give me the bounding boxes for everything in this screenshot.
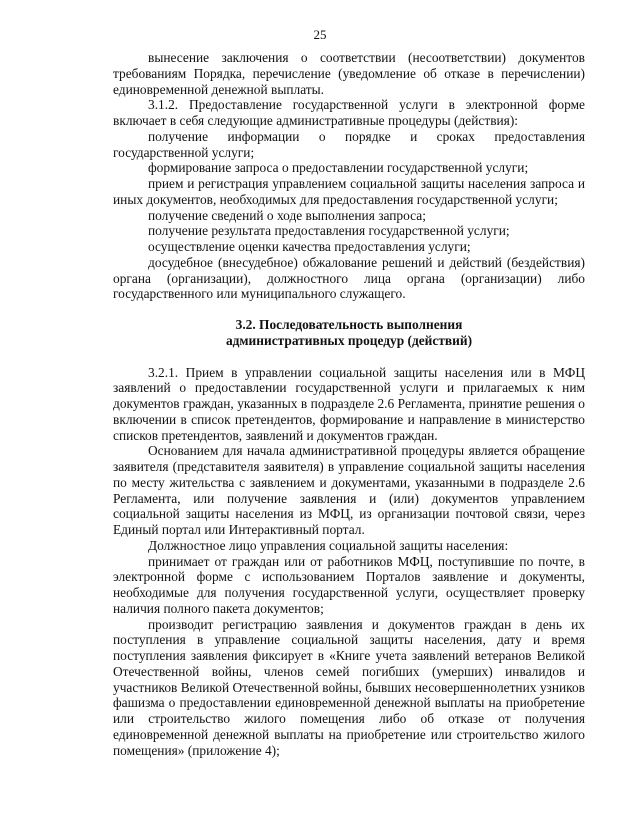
paragraph: Должностное лицо управления социальной защиты населения: bbox=[148, 537, 509, 553]
list-item: получение информации о порядке и сроках предоставления государственной услуги; bbox=[113, 128, 585, 160]
paragraph: вынесение заключения о соответствии (несоответствии) документов требованиям Порядка, перечисление (уведомление об отказе в перечислении) единовременной денежной выплаты. bbox=[113, 50, 585, 97]
section-heading bbox=[113, 317, 585, 349]
section-heading-line: административных процедур (действий) bbox=[225, 332, 473, 348]
list-item: принимает от граждан или от работников МФЦ, поступившие по почте, в электронной форме с использованием Порталов заявление и документы, необходимые для получения государственной услуги, осуществляет проверку наличия полного пакета документов; bbox=[113, 553, 585, 616]
list-item: формирование запроса о предоставлении государственной услуги; bbox=[148, 160, 529, 176]
page-number: 25 bbox=[313, 27, 327, 42]
list-item: получение сведений о ходе выполнения запроса; bbox=[148, 207, 426, 223]
list-item: получение результата предоставления государственной услуги; bbox=[148, 223, 510, 239]
list-item: прием и регистрация управлением социальной защиты населения запроса и иных документов, необходимых для предоставления государственной услуги; bbox=[113, 176, 585, 207]
paragraph: 3.2.1. Прием в управлении социальной защиты населения или в МФЦ заявлений о предоставлении государственной услуги и прилагаемых к ним документов граждан, указанных в подразделе 2.6 Регламента, принятие решения о включении в список претендентов, формирование и направление в министерство списков претендентов, заявлений и документов граждан. bbox=[113, 364, 585, 443]
paragraph: 3.1.2. Предоставление государственной услуги в электронной форме включает в себя следующие административные процедуры (действия): bbox=[113, 97, 585, 128]
section-heading-line: 3.2. Последовательность выполнения bbox=[235, 317, 463, 332]
list-item: досудебное (внесудебное) обжалование решений и действий (бездействия) органа (организации), должностного лица органа (организации) либо государственного или муниципального служащего. bbox=[113, 254, 585, 302]
list-item: производит регистрацию заявления и документов граждан в день их поступления в управление социальной защиты населения, дату и время поступления заявления фиксирует в «Книге учета заявлений ветеранов Великой Отечественной войны, членов семей погибших (умерших) инвалидов и участников Великой Отечественной войны, бывших несовершеннолетних узников фашизма о предоставлении единовременной денежной выплаты на приобретение или строительство жилого помещения либо об отказе от получения единовременной денежной выплаты на приобретение или строительство жилого помещения» (приложение 4); bbox=[113, 616, 585, 758]
paragraph: Основанием для начала административной процедуры является обращение заявителя (представителя заявителя) в управление социальной защиты населения по месту жительства с заявлением и документами, указанными в подразделе 2.6 Регламента, или получение заявления и (или) документов управлением социальной защиты населения из МФЦ, из организации почтовой связи, через Единый портал или Интерактивный портал. bbox=[113, 443, 585, 537]
list-item: осуществление оценки качества предоставления услуги; bbox=[148, 239, 471, 254]
document-body bbox=[113, 50, 585, 758]
